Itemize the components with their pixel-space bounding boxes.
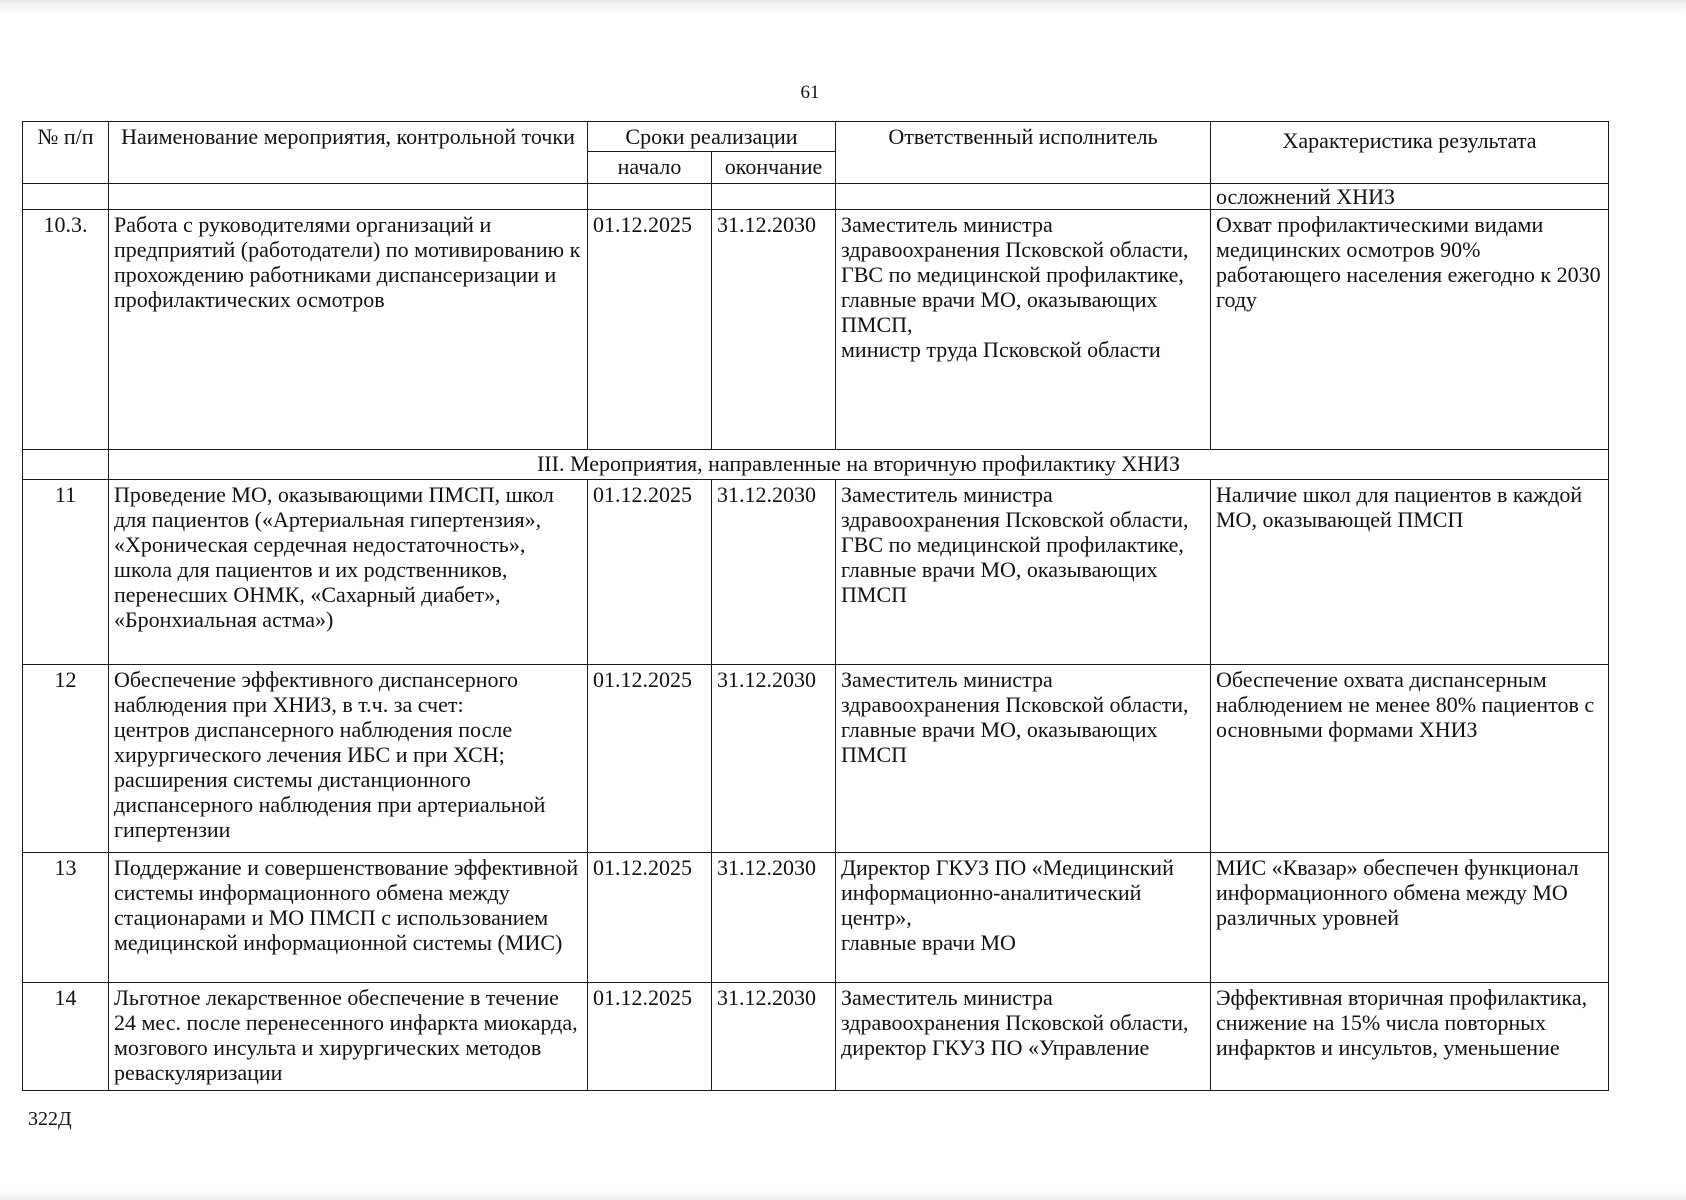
cell-name bbox=[109, 983, 588, 1091]
cell-responsible bbox=[836, 853, 1211, 983]
responsible-line: министр труда Псковской области bbox=[841, 337, 1161, 362]
section-title: III. Мероприятия, направленные на вторичную профилактику ХНИЗ bbox=[109, 450, 1609, 480]
cell-num: 10.3. bbox=[23, 210, 109, 450]
table-row bbox=[23, 853, 1609, 983]
cell-name bbox=[109, 184, 588, 210]
responsible-line: ГВС по медицинской профилактике, bbox=[841, 262, 1184, 287]
continuation-row bbox=[23, 184, 1609, 210]
cell-start bbox=[588, 184, 712, 210]
cell-name bbox=[109, 853, 588, 983]
cell-end: 31.12.2030 bbox=[712, 480, 836, 665]
cell-result: Охват профилактическими видами медицинских осмотров 90% работающего населения ежегодно к 2030 году bbox=[1211, 210, 1609, 450]
cell-result: Эффективная вторичная профилактика, снижение на 15% числа повторных инфарктов и инсультов, уменьшение bbox=[1211, 983, 1609, 1091]
name-line: Проведение МО, оказывающими ПМСП, школ для пациентов («Артериальная гипертензия», «Хроническая сердечная недостаточность», школа для пациентов и их родственников, перенесших ОНМК, «Сахарный диабет», «Бронхиальная астма») bbox=[114, 482, 554, 632]
name-line: Работа с руководителями организаций и предприятий (работодатели) по мотивированию к прохождению работниками диспансеризации и профилактических осмотров bbox=[114, 212, 581, 312]
header-start: начало bbox=[588, 152, 712, 184]
header-responsible: Ответственный исполнитель bbox=[836, 122, 1211, 184]
cell-responsible bbox=[836, 210, 1211, 450]
cell-num: 14 bbox=[23, 983, 109, 1091]
cell-responsible bbox=[836, 983, 1211, 1091]
cell-name bbox=[109, 665, 588, 853]
document-code: 322Д bbox=[28, 1108, 72, 1130]
measures-table bbox=[22, 121, 1609, 1091]
name-line: центров диспансерного наблюдения после хирургического лечения ИБС и при ХСН; bbox=[114, 717, 513, 767]
cell-result: осложнений ХНИЗ bbox=[1211, 184, 1609, 210]
cell-result: Наличие школ для пациентов в каждой МО, оказывающей ПМСП bbox=[1211, 480, 1609, 665]
responsible-line: директор ГКУЗ ПО «Управление bbox=[841, 1035, 1150, 1060]
header-num: № п/п bbox=[23, 122, 109, 184]
cell-end: 31.12.2030 bbox=[712, 853, 836, 983]
cell-start: 01.12.2025 bbox=[588, 853, 712, 983]
cell-num: 12 bbox=[23, 665, 109, 853]
responsible-line: Заместитель министра здравоохранения Псковской области, bbox=[841, 667, 1189, 717]
cell-start: 01.12.2025 bbox=[588, 210, 712, 450]
table-row bbox=[23, 480, 1609, 665]
table-row bbox=[23, 665, 1609, 853]
cell-end: 31.12.2030 bbox=[712, 665, 836, 853]
cell-num: 11 bbox=[23, 480, 109, 665]
section-num bbox=[23, 450, 109, 480]
table-row bbox=[23, 983, 1609, 1091]
scan-edge-top bbox=[0, 0, 1686, 14]
cell-end bbox=[712, 184, 836, 210]
cell-start: 01.12.2025 bbox=[588, 983, 712, 1091]
name-line: Льготное лекарственное обеспечение в течение 24 мес. после перенесенного инфаркта миокарда, мозгового инсульта и хирургических методов реваскуляризации bbox=[114, 985, 578, 1085]
responsible-line: ГВС по медицинской профилактике, bbox=[841, 532, 1184, 557]
header-period: Сроки реализации bbox=[588, 122, 836, 152]
section-row bbox=[23, 450, 1609, 480]
cell-name bbox=[109, 210, 588, 450]
header-name: Наименование мероприятия, контрольной точки bbox=[109, 122, 588, 184]
name-line: Обеспечение эффективного диспансерного наблюдения при ХНИЗ, в т.ч. за счет: bbox=[114, 667, 518, 717]
table-row bbox=[23, 210, 1609, 450]
page-number: 61 bbox=[800, 82, 820, 103]
name-line: расширения системы дистанционного диспансерного наблюдения при артериальной гипертензии bbox=[114, 767, 546, 842]
cell-responsible bbox=[836, 665, 1211, 853]
cell-responsible bbox=[836, 184, 1211, 210]
name-line: Поддержание и совершенствование эффективной системы информационного обмена между стационарами и МО ПМСП с использованием медицинской информационной системы (МИС) bbox=[114, 855, 579, 955]
cell-start: 01.12.2025 bbox=[588, 480, 712, 665]
responsible-line: главные врачи МО, оказывающих ПМСП bbox=[841, 557, 1158, 607]
cell-num: 13 bbox=[23, 853, 109, 983]
cell-start: 01.12.2025 bbox=[588, 665, 712, 853]
cell-name bbox=[109, 480, 588, 665]
cell-num bbox=[23, 184, 109, 210]
header-row bbox=[23, 122, 1609, 152]
cell-result: Обеспечение охвата диспансерным наблюдением не менее 80% пациентов с основными формами ХНИЗ bbox=[1211, 665, 1609, 853]
header-end: окончание bbox=[712, 152, 836, 184]
responsible-line: главные врачи МО, оказывающих ПМСП, bbox=[841, 287, 1158, 337]
cell-end: 31.12.2030 bbox=[712, 210, 836, 450]
header-result: Характеристика результата bbox=[1211, 122, 1609, 184]
responsible-line: Заместитель министра здравоохранения Псковской области, bbox=[841, 985, 1189, 1035]
cell-responsible bbox=[836, 480, 1211, 665]
responsible-line: главные врачи МО bbox=[841, 930, 1016, 955]
scan-edge-bottom bbox=[0, 1190, 1686, 1200]
responsible-line: главные врачи МО, оказывающих ПМСП bbox=[841, 717, 1158, 767]
cell-result: МИС «Квазар» обеспечен функционал информационного обмена между МО различных уровней bbox=[1211, 853, 1609, 983]
responsible-line: Директор ГКУЗ ПО «Медицинский информационно-аналитический центр», bbox=[841, 855, 1174, 930]
responsible-line: Заместитель министра здравоохранения Псковской области, bbox=[841, 482, 1189, 532]
cell-end: 31.12.2030 bbox=[712, 983, 836, 1091]
responsible-line: Заместитель министра здравоохранения Псковской области, bbox=[841, 212, 1189, 262]
